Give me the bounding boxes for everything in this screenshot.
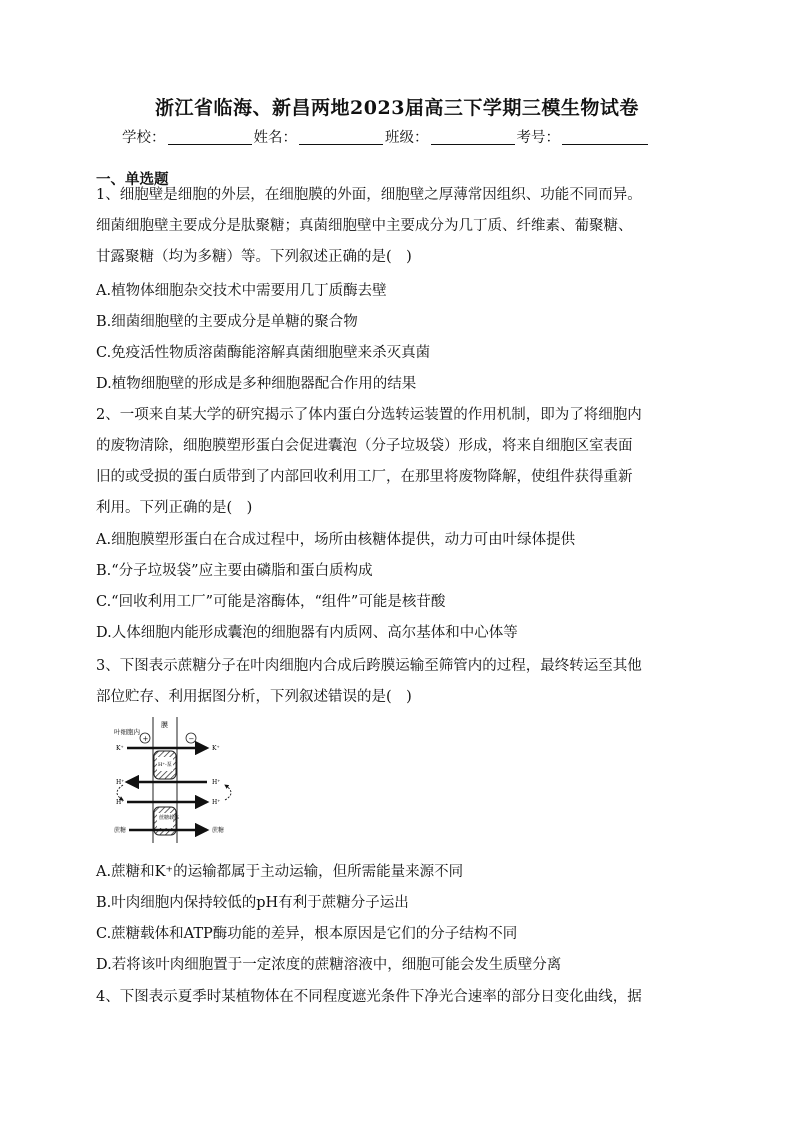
question-1-line-3: 甘露聚糖（均为多糖）等。下列叙述正确的是( ) <box>96 249 412 265</box>
k-ion-right-label: K⁺ <box>212 745 220 752</box>
question-3-option-d: D.若将该叶肉细胞置于一定浓度的蔗糖溶液中，细胞可能会发生质壁分离 <box>96 957 562 973</box>
exam-number-label: 考号： <box>516 130 560 146</box>
section-heading: 一、单选题 <box>96 171 169 188</box>
school-label: 学校： <box>122 130 166 146</box>
k-ion-left-label: K⁺ <box>116 745 124 752</box>
question-2-line-2: 的废物清除，细胞膜塑形蛋白会促进囊泡（分子垃圾袋）形成，将来自细胞区室表面 <box>96 438 633 454</box>
question-2-option-c: C.“回收利用工厂”可能是溶酶体，“组件”可能是核苷酸 <box>96 594 446 610</box>
question-3-option-b: B.叶肉细胞内保持较低的pH有利于蔗糖分子运出 <box>96 895 409 911</box>
school-blank[interactable] <box>168 130 252 145</box>
question-4-line-1: 4、下图表示夏季时某植物体在不同程度遮光条件下净光合速率的部分日变化曲线，据 <box>96 989 642 1005</box>
page-title: 浙江省临海、新昌两地2023届高三下学期三模生物试卷 <box>155 97 639 119</box>
plus-charge-label: + <box>142 735 149 743</box>
question-1-line-2: 细菌细胞壁主要成分是肽聚糖；真菌细胞壁中主要成分为几丁质、纤维素、葡聚糖、 <box>96 218 633 234</box>
proton-pump-label: H⁺-泵 <box>158 762 172 768</box>
sucrose-right-label: 蔗糖 <box>212 827 225 834</box>
exam-number-blank[interactable] <box>562 130 648 145</box>
question-2-option-d: D.人体细胞内能形成囊泡的细胞器有内质网、高尔基体和中心体等 <box>96 625 518 641</box>
membrane-label: 膜 <box>161 721 168 729</box>
question-3-option-a: A.蔗糖和K⁺的运输都属于主动运输，但所需能量来源不同 <box>96 864 464 880</box>
question-2-line-4: 利用。下列正确的是( ) <box>96 500 253 516</box>
question-1-option-d: D.植物细胞壁的形成是多种细胞器配合作用的结果 <box>96 376 417 392</box>
question-1-option-a: A.植物体细胞杂交技术中需要用几丁质酶去壁 <box>96 283 387 299</box>
student-info-row <box>122 126 650 147</box>
sucrose-carrier-label: 蔗糖载体 <box>159 815 180 821</box>
question-1-line-1: 1、细胞壁是细胞的外层，在细胞膜的外面，细胞壁之厚薄常因组织、功能不同而异。 <box>96 187 642 203</box>
inside-cell-label: 叶细胞内 <box>114 728 140 736</box>
question-2-option-a: A.细胞膜塑形蛋白在合成过程中，场所由核糖体提供，动力可由叶绿体提供 <box>96 532 576 548</box>
question-3-option-c: C.蔗糖载体和ATP酶功能的差异，根本原因是它们的分子结构不同 <box>96 926 518 942</box>
sucrose-transport-figure <box>113 717 245 843</box>
name-blank[interactable] <box>299 130 383 145</box>
minus-charge-label: − <box>188 735 195 743</box>
h-ion-top-left-label: H⁺ <box>116 779 125 786</box>
question-1-option-b: B.细菌细胞壁的主要成分是单糖的聚合物 <box>96 314 358 330</box>
right-curve-arrow <box>225 785 231 800</box>
sucrose-left-label: 蔗糖 <box>114 827 127 834</box>
h-ion-top-right-label: H⁺ <box>212 779 221 786</box>
h-ion-bottom-right-label: H⁺ <box>212 799 221 806</box>
name-label: 姓名： <box>253 130 297 146</box>
question-3-line-2: 部位贮存、利用据图分析，下列叙述错误的是( ) <box>96 689 412 705</box>
question-2-option-b: B.“分子垃圾袋”应主要由磷脂和蛋白质构成 <box>96 563 373 579</box>
class-label: 班级： <box>385 130 429 146</box>
question-1-option-c: C.免疫活性物质溶菌酶能溶解真菌细胞壁来杀灭真菌 <box>96 345 431 361</box>
h-ion-bottom-left-label: H⁺ <box>116 799 125 806</box>
question-2-line-1: 2、一项来自某大学的研究揭示了体内蛋白分选转运装置的作用机制，即为了将细胞内 <box>96 407 642 423</box>
class-blank[interactable] <box>431 130 515 145</box>
left-curve-arrow <box>117 785 123 800</box>
question-2-line-3: 旧的或受损的蛋白质带到了内部回收利用工厂，在那里将废物降解，使组件获得重新 <box>96 469 633 485</box>
question-3-line-1: 3、下图表示蔗糖分子在叶肉细胞内合成后跨膜运输至筛管内的过程，最终转运至其他 <box>96 658 642 674</box>
